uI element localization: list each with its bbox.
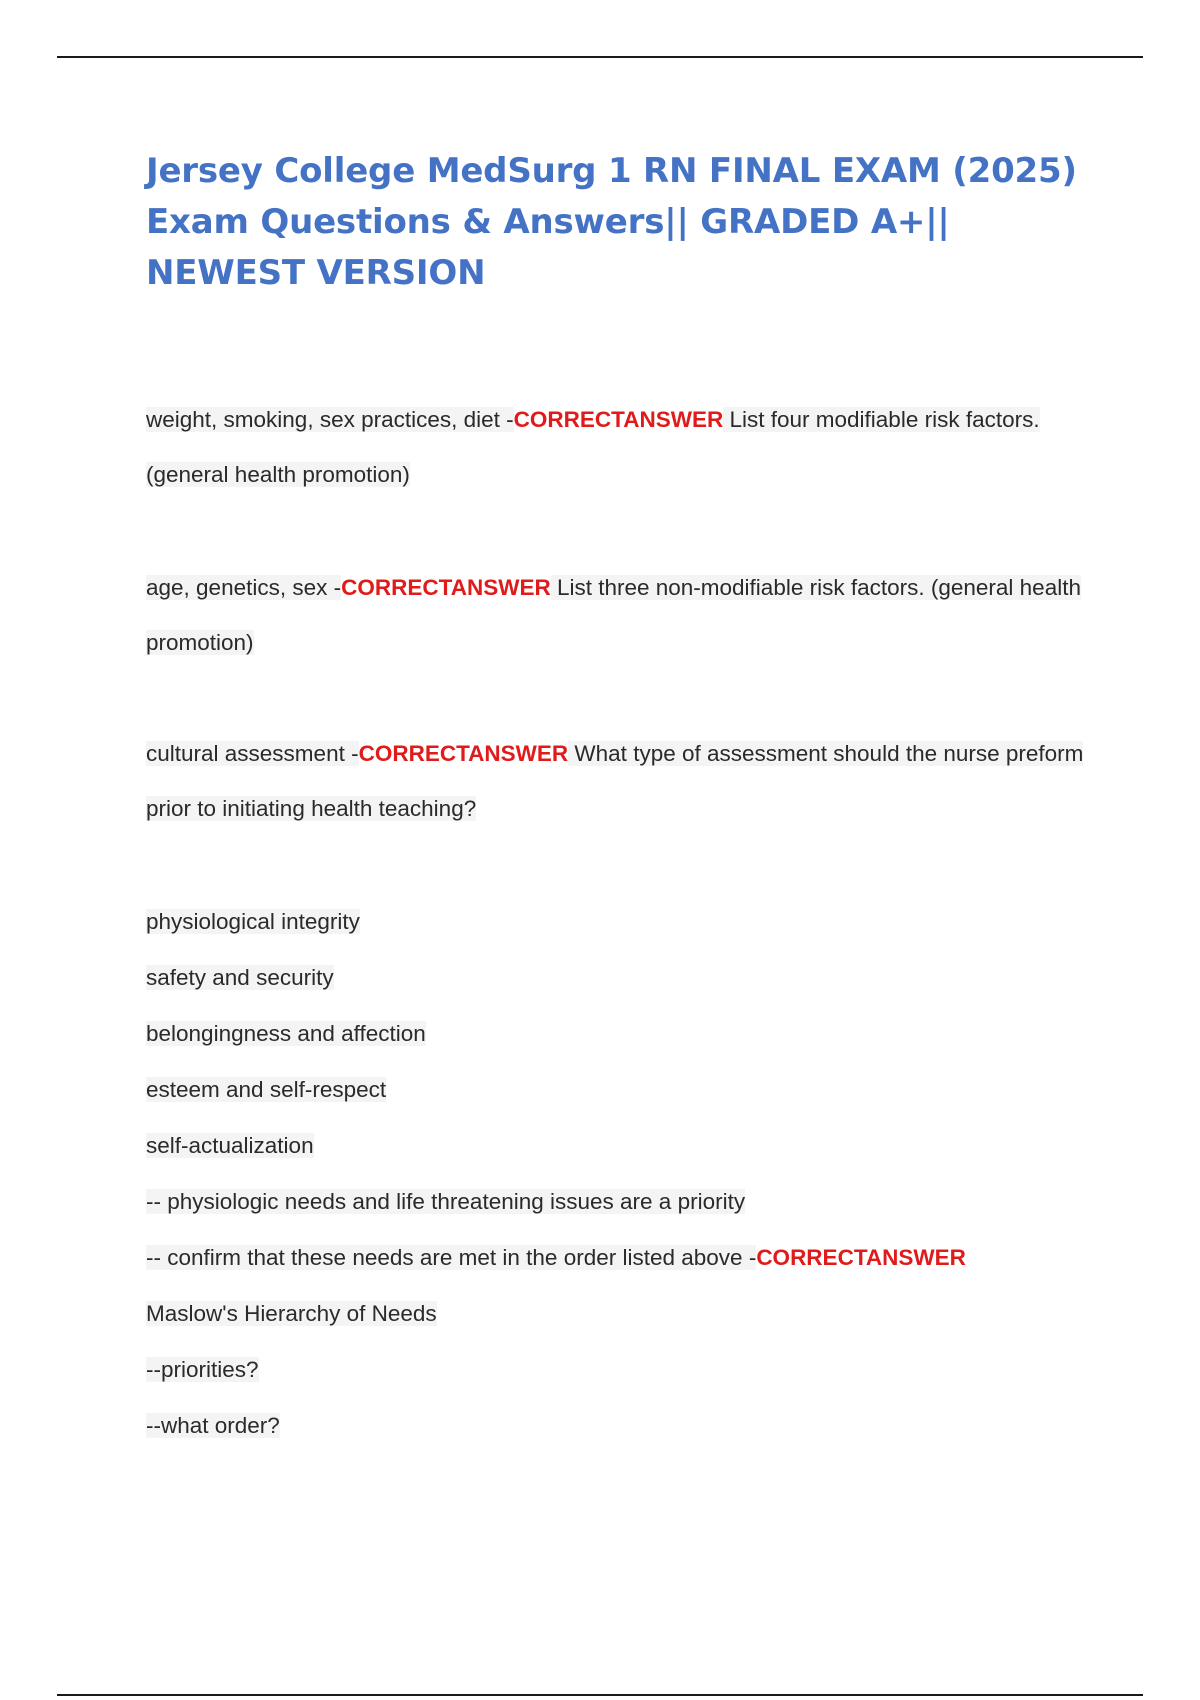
qa-answer: cultural assessment [146, 741, 352, 766]
qa-separator: - [748, 1245, 757, 1270]
qa-item-1 [146, 392, 1096, 502]
header-rule [57, 56, 1143, 58]
maslow-question-line: --priorities? [146, 1357, 259, 1382]
footer-rule [57, 1694, 1143, 1696]
maslow-question-line: Maslow's Hierarchy of Needs [146, 1301, 437, 1326]
qa-question: List three non-modifiable risk factors. (general health promotion) [146, 575, 1081, 655]
qa-separator: - [351, 741, 359, 766]
qa-question: What type of assessment should the nurse preform prior to initiating health teaching? [146, 741, 1084, 821]
qa-item-3 [146, 726, 1096, 836]
maslow-line: safety and security [146, 965, 334, 990]
qa-answer: weight, smoking, sex practices, diet [146, 407, 507, 432]
maslow-line: -- confirm that these needs are met in the order listed above [146, 1245, 749, 1270]
correct-answer-marker: CORRECTANSWER [358, 741, 569, 766]
correct-answer-marker: CORRECTANSWER [756, 1245, 966, 1270]
maslow-line: physiological integrity [146, 909, 360, 934]
qa-question: List four modifiable risk factors. (general health promotion) [146, 407, 1040, 487]
maslow-line: belongingness and affection [146, 1021, 426, 1046]
maslow-question-line: --what order? [146, 1413, 280, 1438]
correct-answer-marker: CORRECTANSWER [341, 575, 551, 600]
qa-separator: - [333, 575, 342, 600]
maslow-line: esteem and self-respect [146, 1077, 387, 1102]
document-title: Jersey College MedSurg 1 RN FINAL EXAM (2025) Exam Questions & Answers|| GRADED A+|| NEWEST VERSION [146, 151, 1077, 293]
qa-separator: - [506, 407, 514, 432]
maslow-line: -- physiologic needs and life threatening issues are a priority [146, 1189, 746, 1214]
maslow-line: self-actualization [146, 1133, 314, 1158]
qa-item-4-maslow [146, 894, 1096, 1454]
qa-item-2 [146, 560, 1096, 670]
qa-answer: age, genetics, sex [146, 575, 334, 600]
correct-answer-marker: CORRECTANSWER [513, 407, 724, 432]
